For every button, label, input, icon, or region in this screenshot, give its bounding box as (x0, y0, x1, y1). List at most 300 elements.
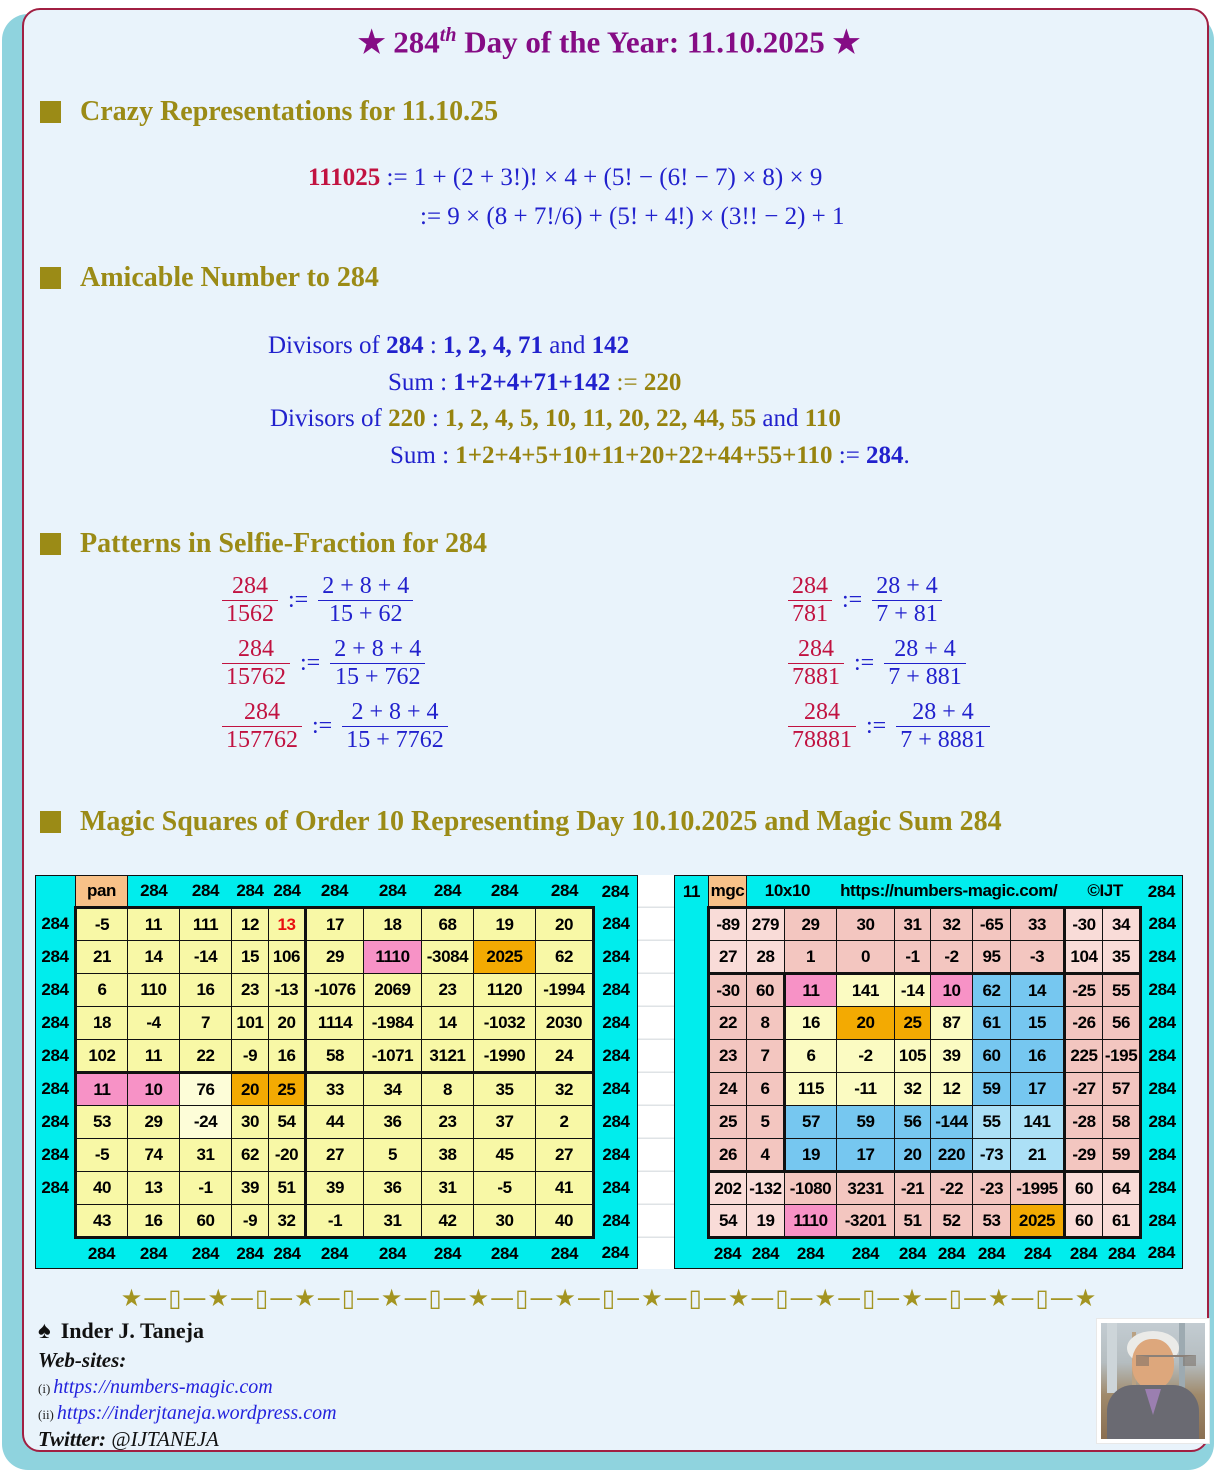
square-name-cell: pan (76, 876, 128, 908)
magic-cell: 60 (747, 974, 785, 1007)
magic-cell: 16 (785, 1007, 837, 1040)
magic-cell: 54 (709, 1205, 747, 1238)
magic-sum-cell: 284 (594, 1139, 638, 1172)
magic-cell: 61 (973, 1007, 1011, 1040)
magic-sum-cell: 284 (594, 1040, 638, 1073)
magic-sum-cell (675, 908, 709, 941)
math-segment: : (425, 405, 446, 432)
math-segment: := 9 × (8 + 7!/6) + (5! + 4!) × (3!! − 2) + 1 (420, 203, 845, 230)
magic-cell: 110 (128, 974, 180, 1007)
magic-cell: -9 (232, 1205, 269, 1238)
magic-cell: 27 (306, 1139, 364, 1172)
magic-cell: 3121 (422, 1040, 474, 1073)
magic-cell: -2 (837, 1040, 895, 1073)
magic-cell: 2069 (364, 974, 422, 1007)
section-heading-text: Patterns in Selfie-Fraction for 284 (80, 528, 487, 559)
magic-sum-cell: 284 (536, 1238, 594, 1269)
magic-sum-cell: 284 (306, 1238, 364, 1269)
magic-cell: 24 (709, 1073, 747, 1106)
fraction-right: $\frac{28 + 4}{7 + 8881}$ (896, 699, 990, 754)
magic-sum-cell: 284 (1141, 1139, 1183, 1172)
corner-cell (36, 876, 76, 908)
fraction-right: $\frac{2 + 8 + 4}{15 + 762}$ (330, 636, 425, 691)
corner-cell (675, 1238, 709, 1269)
magic-cell: 20 (837, 1007, 895, 1040)
magic-cell: 15 (232, 941, 269, 974)
magic-sum-cell (675, 1172, 709, 1205)
magic-cell: 18 (76, 1007, 128, 1040)
magic-sum-cell: 284 (895, 1238, 931, 1269)
magic-cell: -14 (895, 974, 931, 1007)
magic-sum-cell: 284 (594, 876, 638, 908)
assign-symbol: := (866, 713, 887, 739)
selfie-fraction-row (222, 570, 448, 631)
title-text: Day of the Year: 11.10.2025 (464, 24, 825, 60)
footer (38, 1318, 337, 1452)
magic-cell: 2025 (1011, 1205, 1065, 1238)
magic-cell: 42 (422, 1205, 474, 1238)
magic-cell: 16 (180, 974, 232, 1007)
magic-cell: 19 (747, 1205, 785, 1238)
magic-cell: 59 (973, 1073, 1011, 1106)
author-photo-image (1101, 1323, 1205, 1439)
magic-cell: 22 (180, 1040, 232, 1073)
math-segment: : (423, 332, 444, 359)
magic-cell: 31 (422, 1172, 474, 1205)
magic-sum-cell: 284 (474, 1238, 536, 1269)
math-segment: 1+2+4+5+10+11+20+22+44+55+110 (455, 441, 833, 469)
magic-cell: 33 (306, 1073, 364, 1106)
magic-sum-cell: 284 (1141, 1172, 1183, 1205)
magic-cell: 34 (364, 1073, 422, 1106)
math-line (308, 197, 845, 236)
magic-sum-cell: 284 (536, 876, 594, 908)
websites-label: Web-sites: (38, 1348, 127, 1372)
numbers-magic-link[interactable]: https://numbers-magic.com (53, 1376, 273, 1398)
spreadsheet-gap (638, 875, 674, 1269)
magic-cell: 36 (364, 1172, 422, 1205)
magic-cell: 5 (364, 1139, 422, 1172)
title-number: 284 (393, 24, 440, 60)
math-segment: 220 (388, 405, 426, 432)
link-prefix: (ii) (38, 1407, 54, 1422)
magic-squares-strip (35, 875, 1183, 1269)
magic-cell: 35 (474, 1073, 536, 1106)
magic-cell: -13 (269, 974, 306, 1007)
assign-symbol: := (312, 713, 333, 739)
magic-sum-cell: 284 (1141, 1106, 1183, 1139)
section-heading-text: Magic Squares of Order 10 Representing Day 10.10.2025 and Magic Sum 284 (80, 806, 1002, 837)
magic-cell: 111 (180, 908, 232, 941)
magic-cell: -30 (1065, 908, 1103, 941)
magic-cell: 16 (1011, 1040, 1065, 1073)
magic-cell: -73 (973, 1139, 1011, 1172)
website-link-row (38, 1374, 337, 1399)
fraction-right: $\frac{2 + 8 + 4}{15 + 7762}$ (342, 699, 448, 754)
magic-cell: 8 (747, 1007, 785, 1040)
magic-cell: 16 (128, 1205, 180, 1238)
magic-cell: -89 (709, 908, 747, 941)
magic-cell: 101 (232, 1007, 269, 1040)
magic-sum-cell: 284 (364, 876, 422, 908)
magic-cell: 2 (536, 1106, 594, 1139)
magic-sum-cell: 284 (1011, 1238, 1065, 1269)
magic-cell: 29 (306, 941, 364, 974)
section-heading-magic-squares (40, 806, 1002, 838)
magic-cell: 19 (474, 908, 536, 941)
math-segment: 110 (804, 405, 841, 432)
magic-sum-cell (675, 974, 709, 1007)
magic-cell: 76 (180, 1073, 232, 1106)
fraction-right: $\frac{28 + 4}{7 + 881}$ (884, 636, 966, 691)
math-segment: := (832, 441, 867, 469)
magic-cell: 25 (895, 1007, 931, 1040)
magic-sum-cell: 284 (36, 1040, 76, 1073)
selfie-fraction-row (788, 633, 990, 694)
math-segment: 1, 2, 4, 71 (443, 332, 544, 359)
math-segment: Sum : (390, 441, 456, 469)
magic-sum-cell: 284 (973, 1238, 1011, 1269)
magic-sum-cell (675, 941, 709, 974)
magic-cell: 0 (837, 941, 895, 974)
magic-cell: -195 (1103, 1040, 1141, 1073)
website-link-row (38, 1400, 337, 1425)
magic-cell: 39 (306, 1172, 364, 1205)
math-line (268, 438, 910, 475)
twitter-label: Twitter: (38, 1427, 107, 1451)
star-icon: ★ (832, 24, 861, 60)
magic-cell: -21 (895, 1172, 931, 1205)
magic-cell: 10 (931, 974, 973, 1007)
magic-cell: 23 (422, 974, 474, 1007)
magic-cell: 13 (269, 908, 306, 941)
math-segment: Divisors of (270, 405, 389, 432)
magic-cell: 6 (747, 1073, 785, 1106)
magic-cell: 16 (269, 1040, 306, 1073)
math-line (308, 158, 845, 197)
math-segment: 220 (643, 368, 682, 396)
magic-cell: 104 (1065, 941, 1103, 974)
magic-cell: 20 (895, 1139, 931, 1172)
magic-cell: 56 (895, 1106, 931, 1139)
magic-cell: 25 (269, 1073, 306, 1106)
section-heading-text: Amicable Number to 284 (80, 262, 379, 293)
magic-cell: 23 (232, 974, 269, 1007)
math-segment: 1, 2, 4, 5, 10, 11, 20, 22, 44, 55 (445, 405, 757, 432)
magic-cell: 36 (364, 1106, 422, 1139)
magic-cell: 13 (128, 1172, 180, 1205)
magic-cell: 51 (269, 1172, 306, 1205)
section-heading-amicable (40, 262, 379, 294)
magic-sum-cell: 284 (594, 1205, 638, 1238)
selfie-fraction-row (222, 633, 448, 694)
star-icon: ★ (357, 24, 386, 60)
math-segment: and (756, 405, 805, 432)
magic-cell: 44 (306, 1106, 364, 1139)
magic-cell: -22 (931, 1172, 973, 1205)
magic-cell: 5 (747, 1106, 785, 1139)
magic-cell: 61 (1103, 1205, 1141, 1238)
magic-cell: 15 (1011, 1007, 1065, 1040)
wordpress-link[interactable]: https://inderjtaneja.wordpress.com (56, 1402, 337, 1424)
magic-cell: 64 (1103, 1172, 1141, 1205)
magic-cell: 220 (931, 1139, 973, 1172)
selfie-fraction-row (222, 696, 448, 757)
magic-sum-cell: 284 (594, 1073, 638, 1106)
magic-cell: 14 (422, 1007, 474, 1040)
selfie-fractions-right (788, 570, 990, 759)
magic-cell: -1994 (536, 974, 594, 1007)
magic-cell: 2030 (536, 1007, 594, 1040)
magic-cell: 105 (895, 1040, 931, 1073)
magic-cell: 29 (128, 1106, 180, 1139)
magic-cell: 102 (76, 1040, 128, 1073)
magic-cell: 17 (1011, 1073, 1065, 1106)
magic-cell: 30 (232, 1106, 269, 1139)
magic-sum-cell: 284 (36, 974, 76, 1007)
magic-sum-cell: 284 (1141, 1040, 1183, 1073)
magic-sum-cell: 284 (594, 941, 638, 974)
author-name-text: Inder J. Taneja (60, 1318, 204, 1343)
magic-cell: 52 (931, 1205, 973, 1238)
magic-cell: 87 (931, 1007, 973, 1040)
magic-cell: 23 (422, 1106, 474, 1139)
magic-cell: 57 (1103, 1073, 1141, 1106)
magic-cell: 43 (76, 1205, 128, 1238)
magic-cell: 106 (269, 941, 306, 974)
magic-cell: 12 (931, 1073, 973, 1106)
magic-sum-cell: 284 (422, 876, 474, 908)
magic-cell: 95 (973, 941, 1011, 974)
amicable-number-lines (268, 328, 910, 474)
magic-cell: 53 (76, 1106, 128, 1139)
magic-cell: 6 (785, 1040, 837, 1073)
math-line (268, 328, 910, 365)
assign-symbol: := (300, 650, 321, 676)
magic-cell: 25 (709, 1106, 747, 1139)
magic-cell: -1071 (364, 1040, 422, 1073)
math-segment: 111025 (308, 164, 381, 191)
magic-cell: 32 (931, 908, 973, 941)
assign-symbol: := (288, 587, 309, 613)
magic-cell: 58 (1103, 1106, 1141, 1139)
magic-sum-cell: 284 (36, 1139, 76, 1172)
magic-cell: -24 (180, 1106, 232, 1139)
magic-cell: 53 (973, 1205, 1011, 1238)
magic-cell: 31 (364, 1205, 422, 1238)
magic-cell: 202 (709, 1172, 747, 1205)
magic-sum-cell: 284 (1141, 1073, 1183, 1106)
title-ordinal: th (439, 24, 457, 46)
magic-sum-cell: 284 (1141, 1007, 1183, 1040)
magic-sum-cell: 284 (269, 876, 306, 908)
magic-sum-cell: 284 (594, 908, 638, 941)
magic-cell: 17 (306, 908, 364, 941)
magic-sum-cell: 284 (422, 1238, 474, 1269)
magic-cell: 12 (232, 908, 269, 941)
magic-sum-cell: 284 (594, 1007, 638, 1040)
assign-symbol: := (842, 587, 863, 613)
magic-sum-cell (675, 1139, 709, 1172)
magic-sum-cell: 284 (747, 1238, 785, 1269)
magic-cell: 51 (895, 1205, 931, 1238)
fraction-left: $\frac{284}{157762}$ (222, 699, 302, 754)
magic-sum-cell: 284 (1141, 908, 1183, 941)
selfie-fraction-row (788, 696, 990, 757)
magic-cell: 11 (128, 908, 180, 941)
twitter-row (38, 1427, 337, 1452)
magic-cell: 30 (837, 908, 895, 941)
magic-cell: -25 (1065, 974, 1103, 1007)
magic-sum-cell: 284 (36, 941, 76, 974)
math-segment: := (610, 368, 644, 396)
section-heading-text: Crazy Representations for 11.10.25 (80, 96, 499, 127)
math-line (268, 365, 910, 402)
magic-cell: 31 (180, 1139, 232, 1172)
magic-cell: 19 (785, 1139, 837, 1172)
magic-cell: -1990 (474, 1040, 536, 1073)
magic-cell: 23 (709, 1040, 747, 1073)
corner-cell: 11 (675, 876, 709, 908)
magic-cell: 10 (128, 1073, 180, 1106)
magic-cell: -3084 (422, 941, 474, 974)
assign-symbol: := (854, 650, 875, 676)
magic-cell: 60 (180, 1205, 232, 1238)
star-separator: ★—▯—★—▯—★—▯—★—▯—★—▯—★—▯—★—▯—★—▯—★—▯—★—▯—★—▯—★ (120, 1284, 1098, 1312)
magic-cell: -23 (973, 1172, 1011, 1205)
magic-sum-cell: 284 (594, 1238, 638, 1269)
magic-cell: -132 (747, 1172, 785, 1205)
magic-sum-cell (675, 1073, 709, 1106)
magic-cell: 31 (895, 908, 931, 941)
magic-sum-cell: 284 (1065, 1238, 1103, 1269)
magic-sum-cell: 284 (1141, 1238, 1183, 1269)
magic-cell: -20 (269, 1139, 306, 1172)
magic-cell: 37 (474, 1106, 536, 1139)
magic-sum-cell: 284 (306, 876, 364, 908)
math-segment: 284 (386, 332, 424, 359)
magic-sum-cell: 284 (364, 1238, 422, 1269)
section-heading-crazy (40, 96, 498, 128)
magic-cell: -1076 (306, 974, 364, 1007)
magic-cell: 30 (474, 1205, 536, 1238)
magic-sum-cell (36, 1205, 76, 1238)
magic-sum-cell: 284 (785, 1238, 837, 1269)
magic-cell: 21 (76, 941, 128, 974)
magic-cell: 115 (785, 1073, 837, 1106)
magic-cell: -1080 (785, 1172, 837, 1205)
magic-sum-cell: 284 (269, 1238, 306, 1269)
magic-cell: 60 (1065, 1172, 1103, 1205)
magic-cell: 40 (76, 1172, 128, 1205)
magic-sum-cell: 284 (1141, 941, 1183, 974)
magic-cell: 11 (76, 1073, 128, 1106)
magic-cell: 21 (1011, 1139, 1065, 1172)
magic-sum-cell: 284 (36, 1172, 76, 1205)
magic-cell: 141 (837, 974, 895, 1007)
magic-cell: 54 (269, 1106, 306, 1139)
pan-magic-square-table (35, 875, 638, 1269)
magic-sum-cell: 284 (232, 876, 269, 908)
magic-sum-cell: 284 (36, 908, 76, 941)
magic-cell: -9 (232, 1040, 269, 1073)
magic-cell: 17 (837, 1139, 895, 1172)
magic-cell: 33 (1011, 908, 1065, 941)
magic-sum-cell: 284 (36, 1007, 76, 1040)
page-title (0, 24, 1218, 60)
magic-sum-cell (675, 1106, 709, 1139)
magic-sum-cell (675, 1205, 709, 1238)
magic-cell: 1114 (306, 1007, 364, 1040)
magic-cell: 40 (536, 1205, 594, 1238)
magic-cell: 3231 (837, 1172, 895, 1205)
magic-cell: 24 (536, 1040, 594, 1073)
magic-sum-cell: 284 (1141, 974, 1183, 1007)
magic-cell: 28 (747, 941, 785, 974)
math-segment: 284 (866, 441, 904, 469)
magic-cell: 60 (1065, 1205, 1103, 1238)
magic-cell: 32 (536, 1073, 594, 1106)
magic-cell: 74 (128, 1139, 180, 1172)
fraction-right: $\frac{2 + 8 + 4}{15 + 62}$ (318, 573, 413, 628)
crazy-representations-formulas (308, 158, 845, 236)
magic-cell: 41 (536, 1172, 594, 1205)
magic-cell: 27 (709, 941, 747, 974)
magic-cell: -2 (931, 941, 973, 974)
magic-cell: 38 (422, 1139, 474, 1172)
magic-sum-cell: 284 (594, 974, 638, 1007)
magic-sum-cell: 284 (180, 876, 232, 908)
magic-cell: -11 (837, 1073, 895, 1106)
magic-cell: -3201 (837, 1205, 895, 1238)
photo-background-trees (1107, 1323, 1117, 1393)
magic-sum-cell: 284 (36, 1073, 76, 1106)
magic-sum-cell: 284 (931, 1238, 973, 1269)
magic-sum-cell: 284 (1103, 1238, 1141, 1269)
magic-cell: 6 (76, 974, 128, 1007)
magic-cell: 11 (785, 974, 837, 1007)
fraction-left: $\frac{284}{15762}$ (222, 636, 290, 691)
magic-cell: 279 (747, 908, 785, 941)
magic-cell: 57 (785, 1106, 837, 1139)
fraction-right: $\frac{28 + 4}{7 + 81}$ (872, 573, 942, 628)
corner-cell (36, 1238, 76, 1269)
selfie-fractions-left (222, 570, 448, 759)
magic-cell: 1110 (785, 1205, 837, 1238)
square-bullet-icon (40, 533, 61, 555)
magic-cell: 60 (973, 1040, 1011, 1073)
magic-sum-cell: 284 (594, 1106, 638, 1139)
square-source-cell: 10x10 https://numbers-magic.com/ ©IJT (747, 876, 1141, 908)
magic-cell: 4 (747, 1139, 785, 1172)
fraction-left: $\frac{284}{1562}$ (222, 573, 278, 628)
fraction-left: $\frac{284}{781}$ (788, 573, 832, 628)
magic-cell: 39 (931, 1040, 973, 1073)
link-prefix: (i) (38, 1381, 51, 1396)
square-name-cell: mgc (709, 876, 747, 908)
magic-sum-cell: 284 (709, 1238, 747, 1269)
math-segment: := 1 + (2 + 3!)! × 4 + (5! − (6! − 7) × 8) × 9 (380, 164, 823, 191)
magic-cell: 20 (232, 1073, 269, 1106)
magic-cell: 56 (1103, 1007, 1141, 1040)
magic-sum-cell (675, 1040, 709, 1073)
magic-cell: -30 (709, 974, 747, 1007)
magic-cell: -1032 (474, 1007, 536, 1040)
magic-cell: 62 (973, 974, 1011, 1007)
magic-cell: -1 (306, 1205, 364, 1238)
math-segment: Divisors of (268, 332, 387, 359)
magic-cell: -1 (895, 941, 931, 974)
